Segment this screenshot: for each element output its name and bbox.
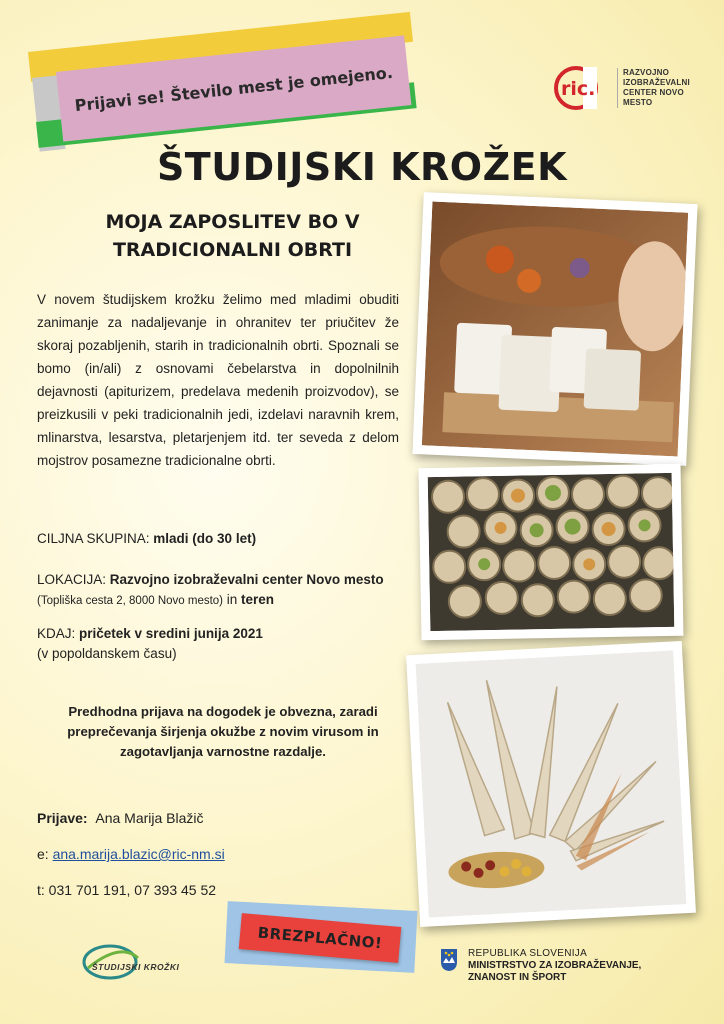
ministry-logo <box>440 948 710 988</box>
when-label: KDAJ: <box>37 626 80 641</box>
ministry-line2: MINISTRSTVO ZA IZOBRAŽEVANJE, <box>468 960 642 971</box>
phone-label: t: <box>37 882 49 898</box>
target-group <box>37 529 407 549</box>
when-note: (v popoldanskem času) <box>37 646 177 661</box>
phone-value: 031 701 191, 07 393 45 52 <box>48 882 217 898</box>
ric-logo-mark <box>553 65 611 111</box>
contact-phone <box>37 882 216 898</box>
contact-person <box>37 810 204 826</box>
ric-mark-text: ric. <box>561 78 596 100</box>
promo-banner <box>28 34 412 154</box>
notice-line3: zagotavljanja varnostne razdalje. <box>120 744 326 759</box>
location-and: in <box>223 592 242 607</box>
ministry-line1: REPUBLIKA SLOVENIJA <box>468 948 588 959</box>
email-label: e: <box>37 846 53 862</box>
location-address: (Topliška cesta 2, 8000 Novo mesto) <box>37 595 224 607</box>
contact-label: Prijave: <box>37 810 88 826</box>
slovenia-coat-of-arms-icon <box>440 948 458 972</box>
target-value: mladi (do 30 let) <box>153 531 257 546</box>
ric-logo-line2: IZOBRAŽEVALNI <box>623 78 690 87</box>
contact-name: Ana Marija Blažič <box>95 810 204 826</box>
ministry-line3: ZNANOST IN ŠPORT <box>468 972 567 983</box>
photo-corn-husks <box>406 641 696 927</box>
when-value: pričetek v sredini junija 2021 <box>79 626 263 641</box>
when <box>37 624 407 664</box>
location-label: LOKACIJA: <box>37 572 110 587</box>
registration-notice <box>44 702 402 762</box>
location-value: Razvojno izobraževalni center Novo mesto <box>109 572 384 587</box>
banner-text: Prijavi se! Število mest je omejeno. <box>73 62 394 115</box>
ric-logo <box>553 62 713 114</box>
page-subtitle <box>60 208 405 264</box>
target-label: CILJNA SKUPINA: <box>37 531 154 546</box>
email-link[interactable]: ana.marija.blazic@ric-nm.si <box>52 846 225 862</box>
subtitle-line2: TRADICIONALNI OBRTI <box>112 239 353 261</box>
studijski-krozki-logo <box>80 940 200 984</box>
notice-line1: Predhodna prijava na dogodek je obvezna, zaradi <box>68 704 378 719</box>
ric-logo-line3: CENTER NOVO MESTO <box>623 88 684 107</box>
contact-email <box>37 846 225 862</box>
ric-logo-text <box>617 68 713 108</box>
free-badge <box>226 906 416 968</box>
photo-woven-tubes <box>419 464 684 641</box>
photo-tea-bags <box>412 192 697 466</box>
notice-line2: preprečevanja širjenja okužbe z novim virusom in <box>67 724 379 739</box>
page-title: ŠTUDIJSKI KROŽEK <box>156 145 568 189</box>
intro-paragraph: V novem študijskem krožku želimo med mladimi obuditi zanimanje za nadaljevanje in ohranitev ter priučitev že skoraj pozabljenih, starih in tradicionalnih obrti. Spoznali se bomo (in/ali) z osnovami čebelarstva in dopolnilnih dejavnosti (apiturizem, predelava medenih proizvodov), se preizkusili v peki tradicionalnih jedi, izdelavi naravnih krem, mlinarstva, lesarstva, pletarjenjem itd. ter seveda z delom mojstrov posamezne tradicionalne obrti. <box>37 292 399 468</box>
location <box>37 570 407 611</box>
ministry-text <box>468 948 641 988</box>
studijski-krozki-text: ŠTUDIJSKI KROŽKI <box>92 962 180 972</box>
location-extra: teren <box>241 592 275 607</box>
free-badge-text: BREZPLAČNO! <box>256 923 383 953</box>
subtitle-line1: MOJA ZAPOSLITEV BO V <box>105 211 360 233</box>
ric-logo-line1: RAZVOJNO <box>623 68 670 77</box>
